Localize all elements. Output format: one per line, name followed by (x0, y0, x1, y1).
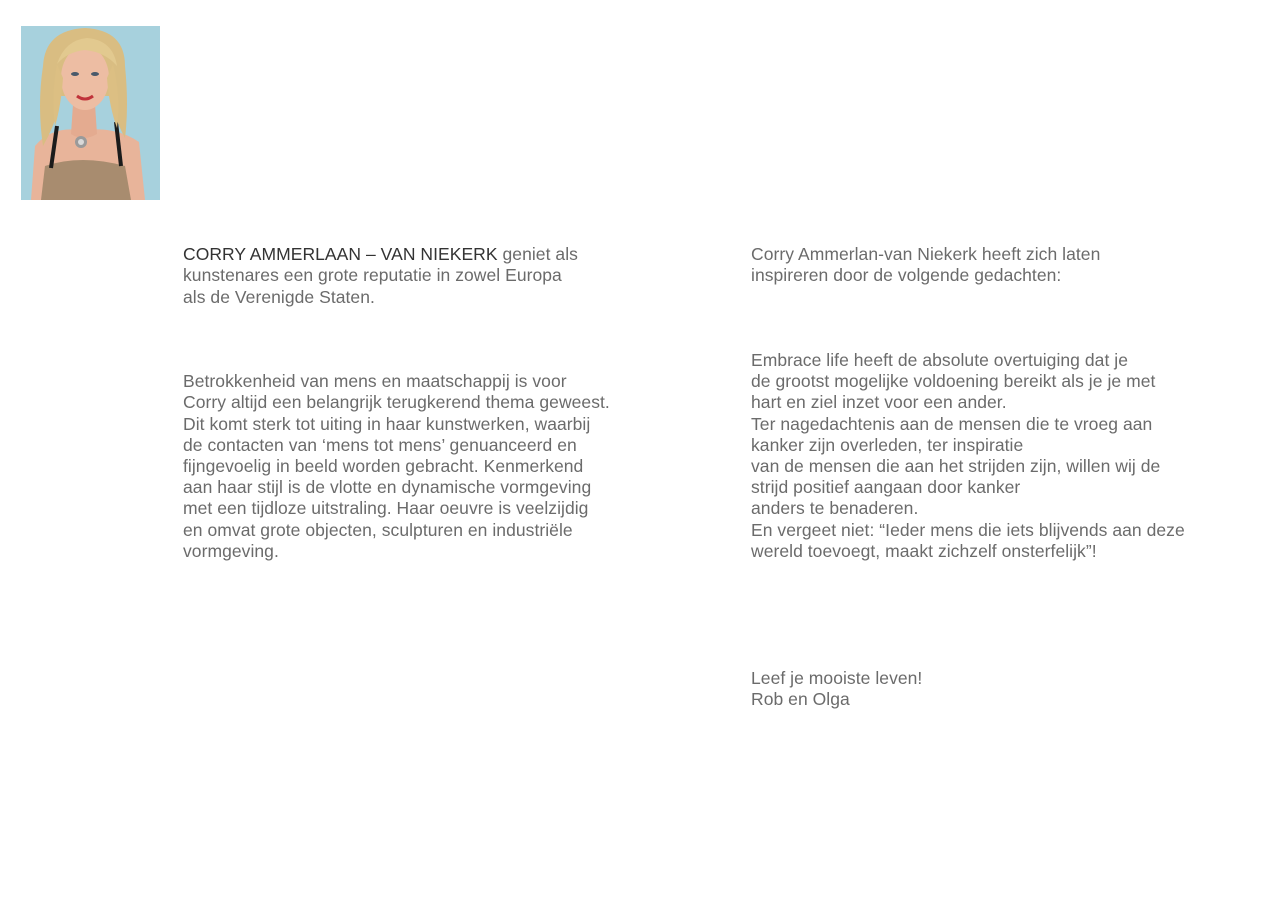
artist-bio-paragraph: Betrokkenheid van mens en maatschappij is voor Corry altijd een belangrijk terugkerend thema geweest. Dit komt sterk tot uiting in haar kunstwerken, waarbij de contacten van ‘mens tot mens’ genuanceerd en fijngevoelig in beeld worden gebracht. Kenmerkend aan haar stijl is de vlotte en dynamische vormgeving met een tijdloze uitstraling. Haar oeuvre is veelzijdig en omvat grote objecten, sculpturen en industriële vormgeving. (183, 371, 610, 561)
artist-intro (183, 244, 653, 308)
portrait-photo (21, 26, 160, 200)
artist-bio-column (183, 223, 653, 583)
portrait-photo-icon (21, 26, 160, 200)
inspiration-column (751, 223, 1221, 732)
inspiration-paragraph: Embrace life heeft de absolute overtuiging dat je de grootst mogelijke voldoening bereikt als je je met hart en ziel inzet voor een ander. Ter nagedachtenis aan de mensen die te vroeg aan kanker zijn overleden, ter inspiratie van de mensen die aan het strijden zijn, willen wij de strijd positief aangaan door kanker anders te benaderen. En vergeet niet: “Ieder mens die iets blijvends aan deze wereld toevoegt, maakt zichzelf onsterfelijk”! (751, 350, 1185, 561)
artist-intro-text: geniet als kunstenares een grote reputatie in zowel Europa als de Verenigde Staten. (183, 244, 578, 307)
artist-name: CORRY AMMERLAAN – VAN NIEKERK (183, 244, 498, 265)
inspiration-intro: Corry Ammerlan-van Niekerk heeft zich laten inspireren door de volgende gedachten: (751, 244, 1101, 286)
signoff: Leef je mooiste leven! Rob en Olga (751, 668, 923, 710)
